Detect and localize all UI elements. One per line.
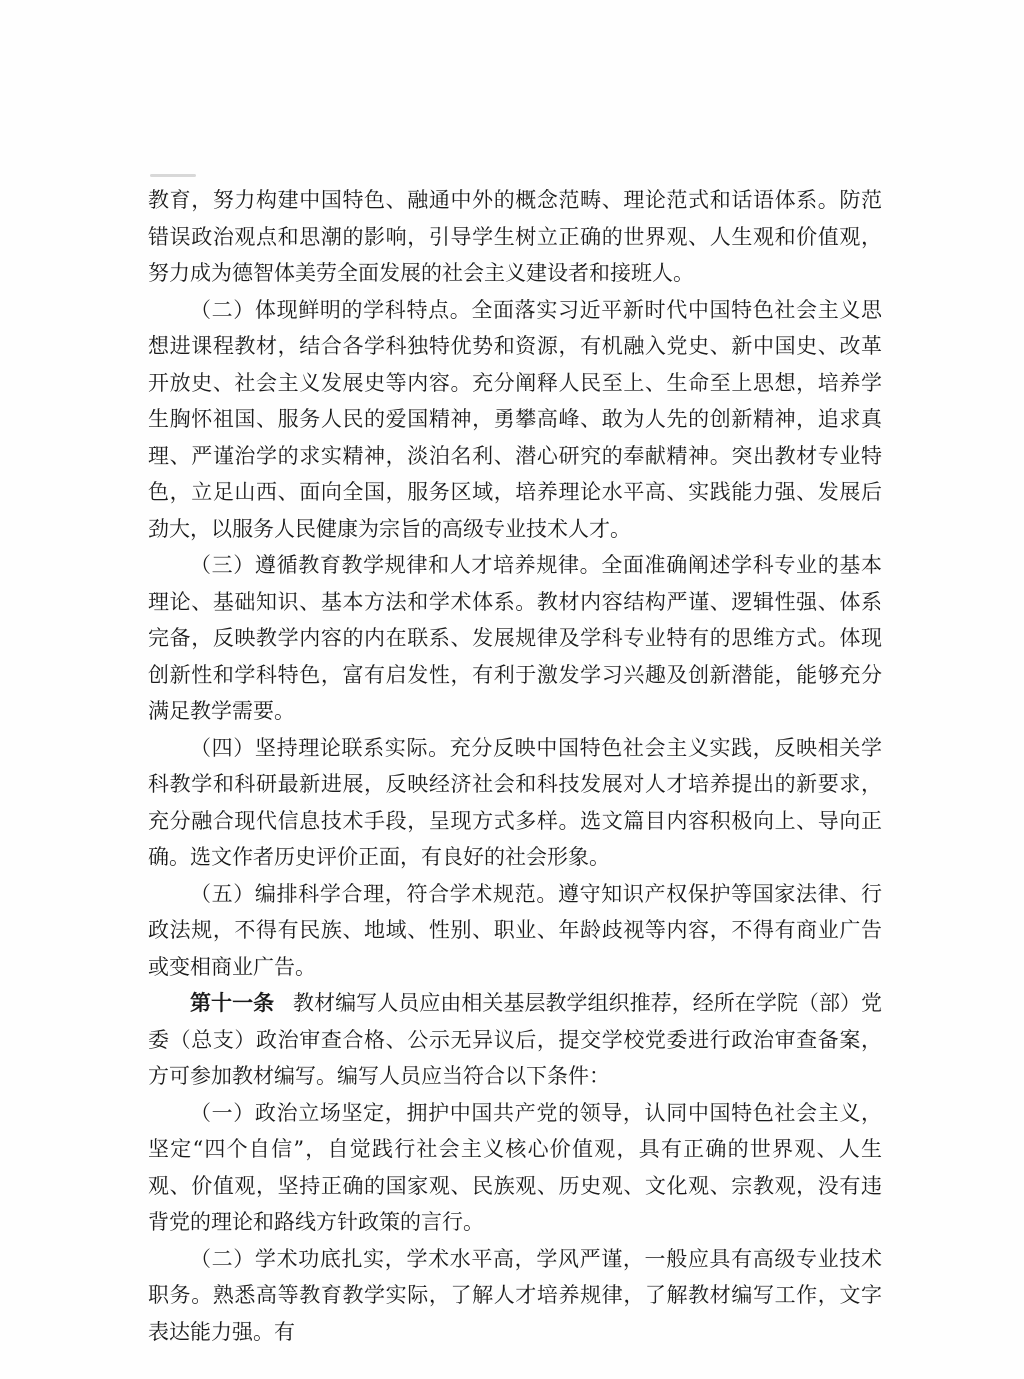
paragraph-5: [148, 876, 882, 986]
paragraph-text: 教育，努力构建中国特色、融通中外的概念范畴、理论范式和话语体系。防范错误政治观点和思潮的影响，引导学生树立正确的世界观、人生观和价值观，努力成为德智体美劳全面发展的社会主义建设者和接班人。: [148, 188, 882, 285]
paragraph-text: （二）学术功底扎实，学术水平高，学风严谨，一般应具有高级专业技术职务。熟悉高等教育教学实际，了解人才培养规律，了解教材编写工作，文字表达能力强。有: [148, 1246, 882, 1344]
paragraph-2: [148, 292, 882, 548]
paragraph-4: [148, 730, 882, 876]
page-edge-mark: [150, 174, 196, 177]
paragraph-7: [148, 1095, 882, 1241]
body-text: [148, 182, 882, 1350]
paragraph-text: （二）体现鲜明的学科特点。全面落实习近平新时代中国特色社会主义思想进课程教材，结合各学科独特优势和资源，有机融入党史、新中国史、改革开放史、社会主义发展史等内容。充分阐释人民至上、生命至上思想，培养学生胸怀祖国、服务人民的爱国精神，勇攀高峰、敢为人先的创新精神，追求真理、严谨治学的求实精神，淡泊名利、潜心研究的奉献精神。突出教材专业特色，立足山西、面向全国，服务区域，培养理论水平高、实践能力强、发展后劲大，以服务人民健康为宗旨的高级专业技术人才。: [148, 297, 882, 541]
paragraph-text: 教材编写人员应由相关基层教学组织推荐，经所在学院（部）党委（总支）政治审查合格、公示无异议后，提交学校党委进行政治审查备案，方可参加教材编写。编写人员应当符合以下条件：: [148, 991, 883, 1088]
paragraph-8: [148, 1241, 882, 1351]
paragraph-1: [148, 182, 882, 292]
paragraph-6: [148, 985, 882, 1095]
paragraph-text: （五）编排科学合理，符合学术规范。遵守知识产权保护等国家法律、行政法规，不得有民族、地域、性别、职业、年龄歧视等内容，不得有商业广告或变相商业广告。: [148, 881, 882, 979]
paragraph-3: [148, 547, 882, 730]
paragraph-text: （三）遵循教育教学规律和人才培养规律。全面准确阐述学科专业的基本理论、基础知识、基本方法和学术体系。教材内容结构严谨、逻辑性强、体系完备，反映教学内容的内在联系、发展规律及学科专业特有的思维方式。体现创新性和学科特色，富有启发性，有利于激发学习兴趣及创新潜能，能够充分满足教学需要。: [148, 553, 882, 723]
paragraph-text: （一）政治立场坚定，拥护中国共产党的领导，认同中国特色社会主义，坚定“四个自信”，自觉践行社会主义核心价值观，具有正确的世界观、人生观、价值观，坚持正确的国家观、民族观、历史观、文化观、宗教观，没有违背党的理论和路线方针政策的言行。: [148, 1100, 882, 1234]
article-number: 第十一条: [190, 991, 275, 1015]
paragraph-text: （四）坚持理论联系实际。充分反映中国特色社会主义实践，反映相关学科教学和科研最新进展，反映经济社会和科技发展对人才培养提出的新要求，充分融合现代信息技术手段，呈现方式多样。选文篇目内容积极向上、导向正确。选文作者历史评价正面，有良好的社会形象。: [148, 735, 882, 869]
